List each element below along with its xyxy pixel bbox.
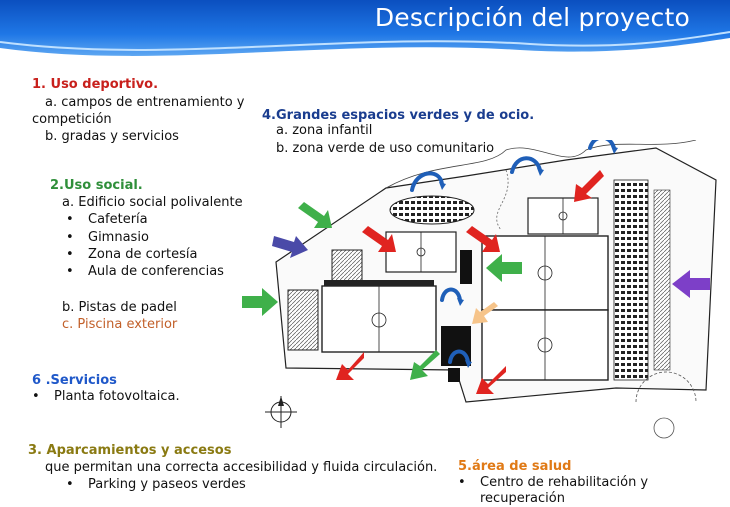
padel-courts xyxy=(288,290,318,350)
section-6-heading: 6 .Servicios xyxy=(32,373,117,388)
grandstand-oval xyxy=(390,196,474,224)
section-3-bullet: • Parking y paseos verdes xyxy=(88,476,246,493)
section-3-heading: 3. Aparcamientos y accesos xyxy=(28,443,232,458)
compass-icon xyxy=(265,396,297,428)
section-2-bullet: • Aula de conferencias xyxy=(88,263,224,280)
section-4-heading: 4.Grandes espacios verdes y de ocio. xyxy=(262,108,535,123)
section-2-bullet: • Zona de cortesía xyxy=(88,246,197,263)
parking-strip xyxy=(614,180,648,380)
section-1-item-a: a. campos de entrenamiento y xyxy=(45,95,245,110)
section-2-bullet: • Gimnasio xyxy=(88,229,149,246)
site-plan xyxy=(236,140,730,440)
section-2-bullet: • Cafetería xyxy=(88,211,148,228)
section-2-item-a: a. Edificio social polivalente xyxy=(62,195,243,210)
section-6-bullet: • Planta fotovoltaica. xyxy=(54,388,180,405)
header-banner xyxy=(0,0,730,62)
section-4-item-b: b. zona verde de uso comunitario xyxy=(276,141,495,156)
section-1-item-a-cont: competición xyxy=(32,112,112,127)
section-2-heading: 2.Uso social. xyxy=(50,178,143,193)
header-wave xyxy=(0,30,730,62)
section-3-line: que permitan una correcta accesibilidad y fluida circulación. xyxy=(45,460,438,475)
section-5-heading: 5.área de salud xyxy=(458,459,572,474)
section-5-bullet: • Centro de rehabilitación y xyxy=(480,474,648,491)
section-4-item-a: a. zona infantil xyxy=(276,123,373,138)
section-1-item-b: b. gradas y servicios xyxy=(45,129,179,144)
section-1-heading: 1. Uso deportivo. xyxy=(32,77,159,92)
section-2-item-b: b. Pistas de padel xyxy=(62,300,177,315)
section-5-bullet-cont: recuperación xyxy=(480,491,565,506)
section-2-item-c: c. Piscina exterior xyxy=(62,317,178,332)
page-title: Descripción del proyecto xyxy=(374,3,690,32)
